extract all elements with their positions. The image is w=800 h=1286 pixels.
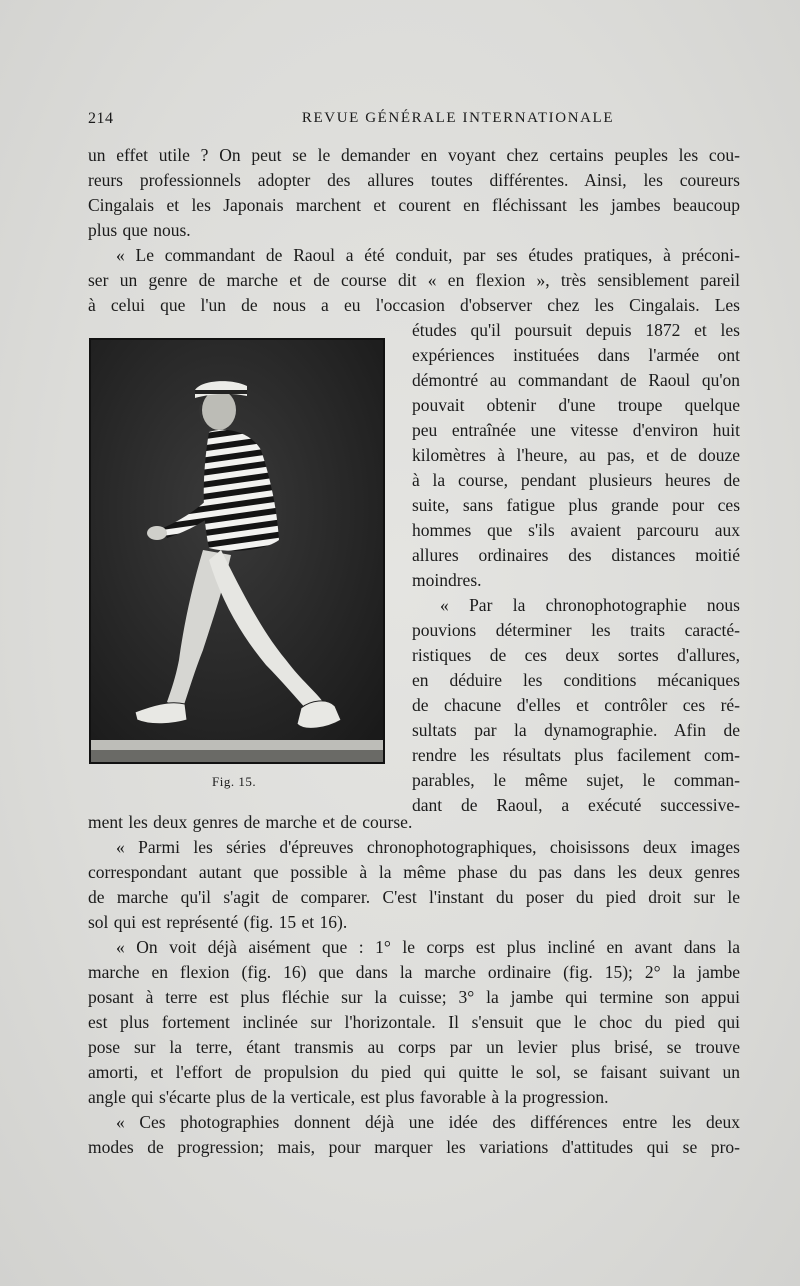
text-line: sol qui est représenté (fig. 15 et 16).: [88, 912, 348, 932]
figure-photograph: [89, 338, 385, 764]
text-line: un effet utile ? On peut se le demander en voyant chez certains peuples les cou-: [88, 145, 740, 165]
text-line: études qu'il poursuit depuis 1872 et les: [412, 320, 740, 340]
text-line: en déduire les conditions mécaniques: [412, 670, 740, 690]
text-line: pouvions déterminer les traits caracté-: [412, 620, 740, 640]
text-line: de marche qu'il s'agit de comparer. C'est l'instant du poser du pied droit sur le: [88, 887, 740, 907]
text-line: amorti, et l'effort de propulsion du pied qui quitte le sol, se faisant suivant un: [88, 1062, 740, 1082]
text-line: parables, le même sujet, le comman-: [412, 770, 740, 790]
text-line: pose sur la terre, étant transmis au corps par un levier plus brisé, se trouve: [88, 1037, 740, 1057]
text-line: expériences instituées dans l'armée ont: [412, 345, 740, 365]
text-line: « Par la chronophotographie nous: [440, 595, 740, 615]
text-line: plus que nous.: [88, 220, 191, 240]
text-line: de chacune d'elles et contrôler ces ré-: [412, 695, 740, 715]
text-line: « Parmi les séries d'épreuves chronophotographiques, choisissons deux images: [116, 837, 740, 857]
text-line: modes de progression; mais, pour marquer les variations d'attitudes qui se pro-: [88, 1137, 740, 1157]
text-line: peu entraînée une vitesse d'environ huit: [412, 420, 740, 440]
running-head: [88, 110, 748, 132]
text-line: « Le commandant de Raoul a été conduit, par ses études pratiques, à préconi-: [116, 245, 740, 265]
page-number: 214: [88, 110, 114, 127]
text-line: hommes que s'ils avaient parcouru aux: [412, 520, 740, 540]
text-line: suite, sans fatigue plus grande pour ces: [412, 495, 740, 515]
text-line: « Ces photographies donnent déjà une idée des différences entre les deux: [116, 1112, 740, 1132]
intro-paragraph: [88, 143, 740, 318]
text-line: moindres.: [412, 570, 482, 590]
text-line: pouvait obtenir d'une troupe quelque: [412, 395, 740, 415]
text-line: sultats par la dynamographie. Afin de: [412, 720, 740, 740]
walking-man-illustration: [91, 340, 383, 762]
text-line: démontré au commandant de Raoul qu'on: [412, 370, 740, 390]
text-line: ristiques de ces deux sortes d'allures,: [412, 645, 740, 665]
figure-caption: Fig. 15.: [212, 774, 257, 789]
side-column-text: [412, 318, 740, 818]
text-line: kilomètres à l'heure, au pas, et de douze: [412, 445, 740, 465]
text-line: posant à terre est plus fléchie sur la cuisse; 3° la jambe qui termine son appui: [88, 987, 740, 1007]
text-line: à la course, pendant plusieurs heures de: [412, 470, 740, 490]
text-line: ser un genre de marche et de course dit « en flexion », très sensiblement pareil: [88, 270, 740, 290]
text-line: reurs professionnels adopter des allures toutes différentes. Ainsi, les coureurs: [88, 170, 740, 190]
text-line: correspondant autant que possible à la même phase du pas dans les deux genres: [88, 862, 740, 882]
text-line: « On voit déjà aisément que : 1° le corps est plus incliné en avant dans la: [116, 937, 740, 957]
text-line: marche en flexion (fig. 16) que dans la marche ordinaire (fig. 15); 2° la jambe: [88, 962, 740, 982]
text-line: rendre les résultats plus facilement com-: [412, 745, 740, 765]
text-line: angle qui s'écarte plus de la verticale, est plus favorable à la progression.: [88, 1087, 609, 1107]
body-paragraphs: [88, 810, 740, 1160]
text-line: est plus fortement inclinée sur l'horizontale. Il s'ensuit que le choc du pied qui: [88, 1012, 740, 1032]
text-line: ment les deux genres de marche et de course.: [88, 812, 413, 832]
text-line: Cingalais et les Japonais marchent et courent en fléchissant les jambes beaucoup: [88, 195, 740, 215]
text-line: dant de Raoul, a exécuté successive-: [412, 795, 740, 815]
journal-title: REVUE GÉNÉRALE INTERNATIONALE: [301, 110, 615, 126]
text-line: à celui que l'un de nous a eu l'occasion d'observer chez les Cingalais. Les: [88, 295, 740, 315]
text-line: allures ordinaires des distances moitié: [412, 545, 740, 565]
